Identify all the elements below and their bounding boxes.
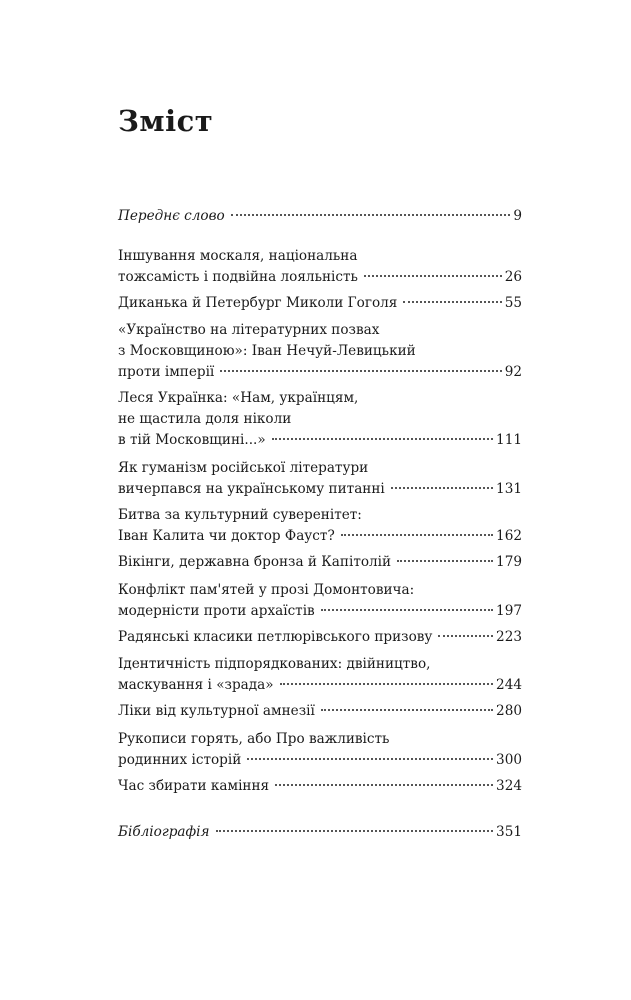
- toc-entry-title: Вікінги, державна бронза й Капітолій: [118, 554, 392, 570]
- toc-entry-title: Рукописи горять, або Про важливість: [118, 731, 390, 747]
- toc-page-number: 280: [496, 703, 522, 719]
- toc-entry-title: Леся Українка: «Нам, українцям,: [118, 390, 359, 406]
- toc-entry-title: тожсамість і подвійна лояльність: [118, 269, 358, 285]
- dot-leader: [321, 609, 493, 611]
- toc-entry-title: Битва за культурний суверенітет:: [118, 507, 362, 523]
- toc-page-number: 300: [496, 752, 522, 768]
- toc-page-number: 162: [496, 528, 522, 544]
- toc-entry[interactable]: [118, 320, 522, 383]
- toc-entry[interactable]: [118, 776, 522, 797]
- toc-entry[interactable]: [118, 552, 522, 573]
- toc-page-number: 244: [496, 677, 522, 693]
- toc-page-number: 111: [496, 432, 522, 448]
- toc-entry-title: проти імперії: [118, 364, 215, 380]
- toc-entry-title: Радянські класики петлюрівського призову: [118, 629, 433, 645]
- dot-leader: [247, 758, 493, 760]
- toc-page-number: 324: [496, 778, 522, 794]
- toc-entry[interactable]: [118, 822, 522, 843]
- dot-leader: [220, 370, 501, 372]
- toc-entry[interactable]: [118, 654, 522, 696]
- toc-entry[interactable]: [118, 458, 522, 500]
- toc-entry[interactable]: [118, 701, 522, 722]
- dot-leader: [341, 534, 493, 536]
- toc-entry-title: Час збирати каміння: [118, 778, 270, 794]
- toc-entry[interactable]: [118, 627, 522, 648]
- toc-entry-title: вичерпався на українському питанні: [118, 481, 385, 497]
- dot-leader: [231, 214, 511, 216]
- toc-entry[interactable]: [118, 388, 522, 451]
- dot-leader: [275, 784, 493, 786]
- toc-entry-title: «Українство на літературних позвах: [118, 322, 380, 338]
- toc-entry-title: Як гуманізм російської літератури: [118, 460, 369, 476]
- toc-entry[interactable]: [118, 505, 522, 547]
- toc-entry[interactable]: [118, 729, 522, 771]
- toc-entry-title: Конфлікт пам'ятей у прозі Домонтовича:: [118, 582, 415, 598]
- dot-leader: [272, 438, 493, 440]
- toc-entry-title: Іншування москаля, національна: [118, 248, 358, 264]
- dot-leader: [403, 301, 501, 303]
- toc-entry-title: модерністи проти архаїстів: [118, 603, 315, 619]
- toc-entry-title: Ліки від культурної амнезії: [118, 703, 315, 719]
- toc-entry-title: з Московщиною»: Іван Нечуй-Левицький: [118, 343, 416, 359]
- toc-page-number: 26: [504, 269, 522, 285]
- dot-leader: [364, 275, 502, 277]
- toc-entry[interactable]: [118, 293, 522, 314]
- toc-entry-title: Переднє слово: [118, 208, 225, 224]
- toc-entry[interactable]: [118, 246, 522, 288]
- dot-leader: [391, 487, 493, 489]
- toc-page-number: 179: [496, 554, 522, 570]
- toc-page-number: 92: [504, 364, 522, 380]
- toc-entry[interactable]: [118, 206, 522, 227]
- toc-entry-title: Іван Калита чи доктор Фауст?: [118, 528, 335, 544]
- dot-leader: [280, 683, 493, 685]
- toc-page-number: 223: [496, 629, 522, 645]
- toc-page-number: 9: [513, 208, 522, 224]
- dot-leader: [216, 830, 494, 832]
- dot-leader: [397, 560, 493, 562]
- toc-entry-title: Бібліографія: [118, 824, 210, 840]
- toc-page-number: 351: [496, 824, 522, 840]
- toc-entry-title: Диканька й Петербург Миколи Гоголя: [118, 295, 398, 311]
- toc-entry-title: не щастила доля ніколи: [118, 411, 292, 427]
- dot-leader: [321, 709, 493, 711]
- toc-entry-title: в тій Московщині...»: [118, 432, 266, 448]
- toc-page-number: 197: [496, 603, 522, 619]
- toc-entry-title: родинних історій: [118, 752, 242, 768]
- toc-page-number: 131: [496, 481, 522, 497]
- toc-page-number: 55: [504, 295, 522, 311]
- dot-leader: [438, 635, 493, 637]
- toc-entry[interactable]: [118, 580, 522, 622]
- toc-entry-title: маскування і «зрада»: [118, 677, 274, 693]
- toc-entry-title: Ідентичність підпорядкованих: двійництво,: [118, 656, 431, 672]
- page-title: Зміст: [118, 104, 214, 138]
